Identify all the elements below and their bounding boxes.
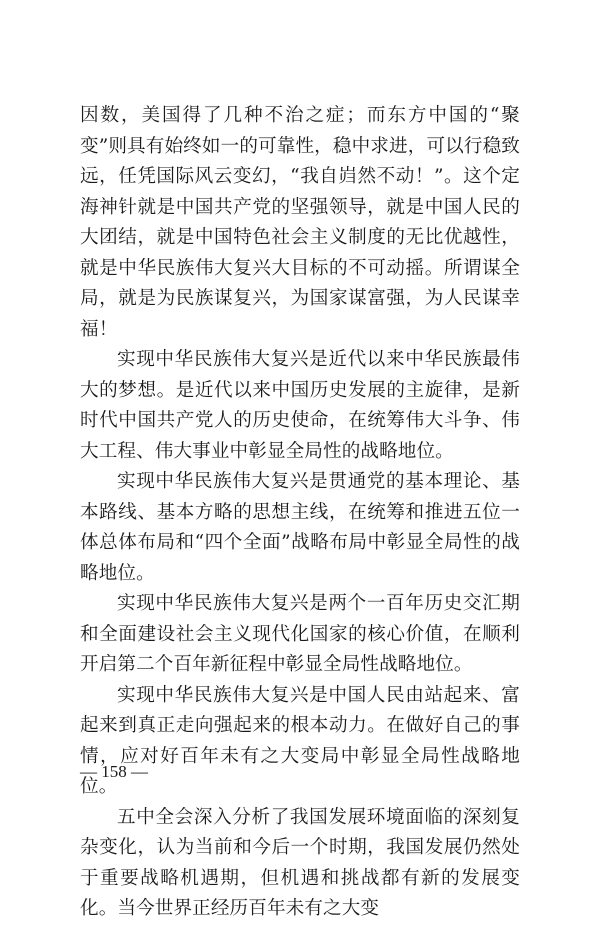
paragraph-6: 五中全会深入分析了我国发展环境面临的深刻复杂变化，认为当前和今后一个时期，我国发展仍然处于重要战略机遇期，但机遇和挑战都有新的发展变化。当今世界正经历百年未有之大变 — [80, 806, 520, 919]
paragraph-5: 实现中华民族伟大复兴是中国人民由站起来、富起来到真正走向强起来的根本动力。在做好自己的事情，应对好百年未有之大变局中彰显全局性战略地位。 — [80, 684, 520, 797]
paragraph-2: 实现中华民族伟大复兴是近代以来中华民族最伟大的梦想。是近代以来中国历史发展的主旋律，是新时代中国共产党人的历史使命，在统筹伟大斗争、伟大工程、伟大事业中彰显全局性的战略地位。 — [80, 349, 520, 462]
paragraph-3: 实现中华民族伟大复兴是贯通党的基本理论、基本路线、基本方略的思想主线，在统筹和推进五位一体总体布局和“四个全面”战略布局中彰显全局性的战略地位。 — [80, 471, 520, 584]
page-number: — 158 — — [80, 762, 148, 781]
paragraph-1: 因数，美国得了几种不治之症；而东方中国的“聚变”则具有始终如一的可靠性，稳中求进，可以行稳致远，任凭国际风云变幻，“我自岿然不动！”。这个定海神针就是中国共产党的坚强领导，就是中国人民的大团结，就是中国特色社会主义制度的无比优越性，就是中华民族伟大复兴大目标的不可动摇。所谓谋全局，就是为民族谋复兴，为国家谋富强，为人民谋幸福！ — [80, 105, 520, 340]
paragraph-4: 实现中华民族伟大复兴是两个一百年历史交汇期和全面建设社会主义现代化国家的核心价值，在顺利开启第二个百年新征程中彰显全局性战略地位。 — [80, 593, 520, 675]
page-body-text — [80, 101, 520, 925]
